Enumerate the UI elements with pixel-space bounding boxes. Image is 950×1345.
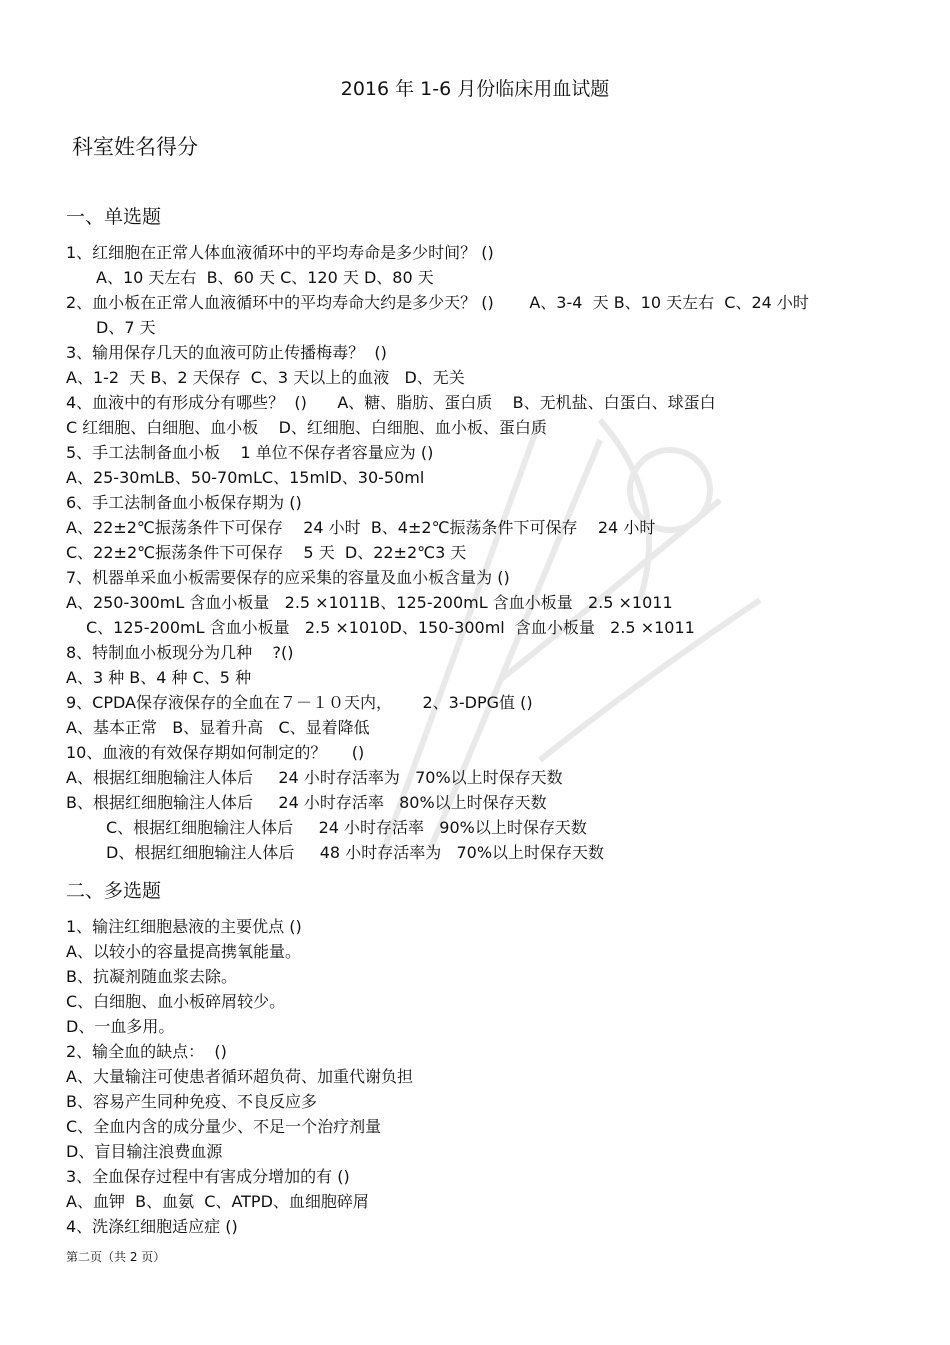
section-heading-multiple-choice: 二、多选题 [66, 880, 162, 902]
multiple-choice-line: D、一血多用。 [66, 1017, 175, 1036]
single-choice-line: A、1-2 天 B、2 天保存 C、3 天以上的血液 D、无关 [66, 368, 465, 387]
multiple-choice-line: 2、输全血的缺点： () [66, 1042, 227, 1061]
single-choice-line: D、7 天 [96, 318, 156, 337]
single-choice-line: C、根据红细胞输注人体后 24 小时存活率 90%以上时保存天数 [106, 818, 587, 837]
page-footer: 第二页（共 2 页） [66, 1250, 166, 1264]
single-choice-line: C、22±2℃振荡条件下可保存 5 天 D、22±2℃3 天 [66, 543, 467, 562]
single-choice-questions [66, 240, 926, 865]
single-choice-line: A、250-300mL 含血小板量 2.5 ×1011B、125-200mL 含血小板量 2.5 ×1011 [66, 593, 673, 612]
single-choice-line: 3、输用保存几天的血液可防止传播梅毒？ () [66, 343, 387, 362]
single-choice-line: 4、血液中的有形成分有哪些？ () A、糖、脂肪、蛋白质 B、无机盐、白蛋白、球蛋白 [66, 393, 716, 412]
single-choice-line: A、22±2℃振荡条件下可保存 24 小时 B、4±2℃振荡条件下可保存 24 小时 [66, 518, 656, 537]
single-choice-line: C、125-200mL 含血小板量 2.5 ×1010D、150-300ml 含血小板量 2.5 ×1011 [86, 618, 695, 637]
single-choice-line: 8、特制血小板现分为几种 ?() [66, 643, 294, 662]
single-choice-line: A、10 天左右 B、60 天 C、120 天 D、80 天 [96, 268, 434, 287]
single-choice-line: A、25-30mLB、50-70mLC、15mlD、30-50ml [66, 468, 425, 487]
multiple-choice-line: A、大量输注可使患者循环超负荷、加重代谢负担 [66, 1067, 413, 1086]
single-choice-line: 10、血液的有效保存期如何制定的？ () [66, 743, 365, 762]
multiple-choice-line: C、全血内含的成分量少、不足一个治疗剂量 [66, 1117, 382, 1136]
single-choice-line: 1、红细胞在正常人体血液循环中的平均寿命是多少时间？ () [66, 243, 494, 262]
multiple-choice-line: C、白细胞、血小板碎屑较少。 [66, 992, 286, 1011]
single-choice-line: A、根据红细胞输注人体后 24 小时存活率为 70%以上时保存天数 [66, 768, 563, 787]
single-choice-line: C 红细胞、白细胞、血小板 D、红细胞、白细胞、血小板、蛋白质 [66, 418, 547, 437]
single-choice-line: 9、CPDA保存液保存的全血在７－１０天内， 2、3-DPG值 () [66, 693, 533, 712]
single-choice-line: D、根据红细胞输注人体后 48 小时存活率为 70%以上时保存天数 [106, 843, 605, 862]
multiple-choice-line: 3、全血保存过程中有害成分增加的有 () [66, 1167, 350, 1186]
single-choice-line: 2、血小板在正常人血液循环中的平均寿命大约是多少天？ () A、3-4 天 B、10 天左右 C、24 小时 [66, 293, 809, 312]
multiple-choice-questions [66, 914, 926, 1239]
single-choice-line: A、基本正常 B、显着升高 C、显着降低 [66, 718, 370, 737]
multiple-choice-line: A、血钾 B、血氨 C、ATPD、血细胞碎屑 [66, 1192, 369, 1211]
single-choice-line: 7、机器单采血小板需要保存的应采集的容量及血小板含量为 () [66, 568, 510, 587]
multiple-choice-line: 1、输注红细胞悬液的主要优点 () [66, 917, 302, 936]
section-heading-single-choice: 一、单选题 [66, 206, 162, 228]
single-choice-line: B、根据红细胞输注人体后 24 小时存活率 80%以上时保存天数 [66, 793, 547, 812]
name-fields-line: 科室姓名得分 [72, 135, 198, 159]
multiple-choice-line: B、抗凝剂随血浆去除。 [66, 967, 237, 986]
single-choice-line: 6、手工法制备血小板保存期为 () [66, 493, 302, 512]
multiple-choice-line: D、盲目输注浪费血源 [66, 1142, 223, 1161]
multiple-choice-line: 4、洗涤红细胞适应症 () [66, 1217, 238, 1236]
multiple-choice-line: B、容易产生同种免疫、不良反应多 [66, 1092, 317, 1111]
multiple-choice-line: A、以较小的容量提高携氧能量。 [66, 942, 301, 961]
single-choice-line: 5、手工法制备血小板 1 单位不保存者容量应为 () [66, 443, 434, 462]
single-choice-line: A、3 种 B、4 种 C、5 种 [66, 668, 252, 687]
document-title: 2016 年 1-6 月份临床用血试题 [340, 78, 610, 100]
